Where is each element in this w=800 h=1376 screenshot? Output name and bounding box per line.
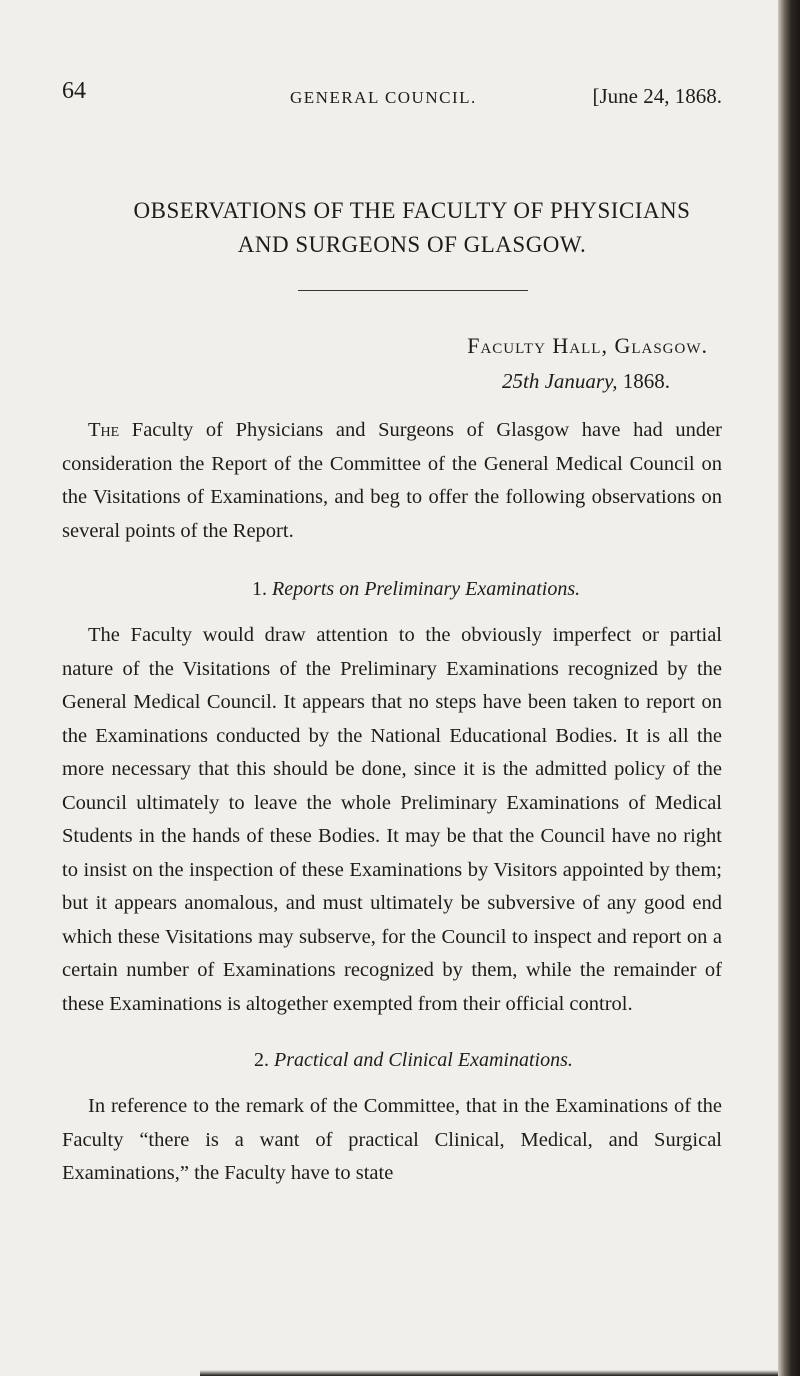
intro-lead-word: The [88,419,120,441]
page-bottom-shadow [200,1370,778,1376]
dateline-date [62,369,722,394]
running-date: [June 24, 1868. [592,84,722,108]
page-binding-edge [778,0,800,1376]
title-line-1: OBSERVATIONS OF THE FACULTY OF PHYSICIANS [133,198,691,223]
dateline-year: 1868. [617,369,670,393]
document-page [62,78,722,1191]
section-2-heading [254,1049,722,1072]
section-2-number: 2. [254,1049,269,1071]
intro-text: Faculty of Physicians and Surgeons of Glasgow have had under consideration the Report of the Committee of the General Medical Council on the Visitations of Examinations, and beg to offer the following observations on several points of the Report. [62,419,722,542]
dateline-day: 25th January, [502,369,618,393]
section-1-paragraph: The Faculty would draw attention to the obviously imperfect or partial nature of the Visitations of the Preliminary Examinations recognized by the General Medical Council. It appears that no steps have been taken to report on the Examinations conducted by the National Educational Bodies. It is all the more necessary that this should be done, since it is the admitted policy of the Council ultimately to leave the whole Preliminary Examinations of Medical Students in the hands of these Bodies. It may be that the Council have no right to insist on the inspection of these Examinations by Visitors appointed by them; but it appears anomalous, and must ultimately be subversive of any good end which these Visitations may subserve, for the Council to inspect and report on a certain number of Examinations recognized by them, while the remainder of these Examinations is altogether exempted from their official control. [62,624,722,1015]
section-1-title: Reports on Preliminary Examinations. [272,578,581,600]
running-head [62,78,722,114]
section-2-title: Practical and Clinical Examinations. [274,1049,573,1071]
section-2-paragraph: In reference to the remark of the Committee, that in the Examinations of the Faculty “there is a want of practical Clinical, Medical, and Surgical Examinations,” the Faculty have to state [62,1095,722,1184]
running-title: GENERAL COUNCIL. [290,88,477,107]
page-number: 64 [62,78,86,104]
page-title [62,194,722,262]
dateline-location: Faculty Hall, Glasgow. [467,333,708,358]
section-1-number: 1. [252,578,267,600]
title-divider [298,290,528,291]
intro-paragraph [62,414,722,548]
title-line-2: AND SURGEONS OF GLASGOW. [237,232,587,257]
section-1-heading [252,578,722,601]
